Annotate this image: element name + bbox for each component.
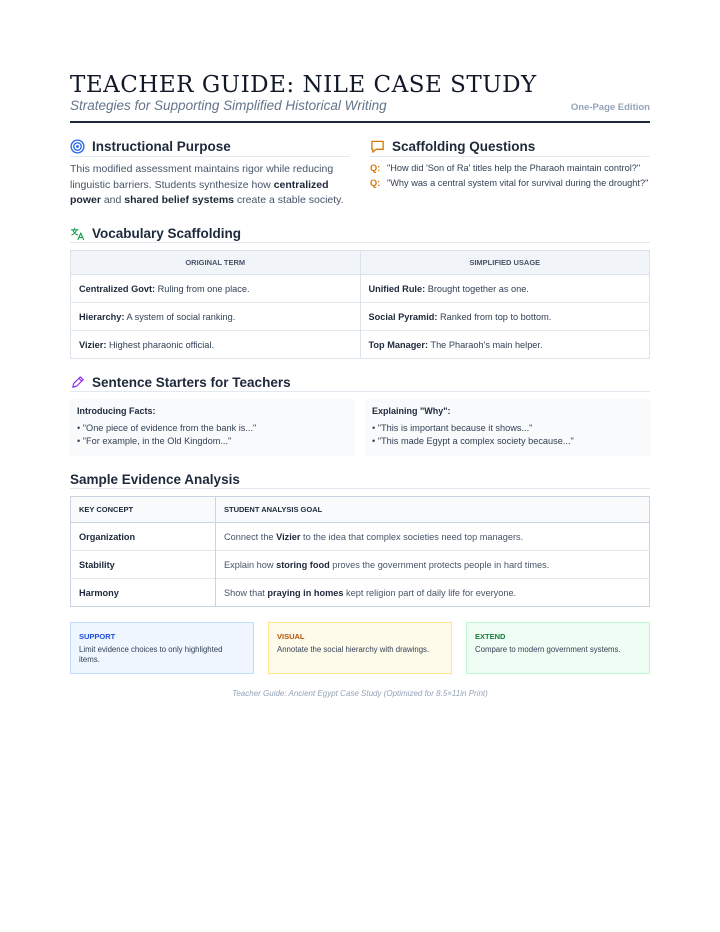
goal-text: proves the government protects people in hard times. bbox=[329, 559, 550, 570]
column-header: KEY CONCEPT bbox=[71, 497, 216, 523]
goal-keyword: Vizier bbox=[276, 531, 301, 542]
list-item: • "This is important because it shows..." bbox=[372, 423, 533, 433]
page-title: TEACHER GUIDE: NILE CASE STUDY bbox=[70, 72, 537, 98]
original-term-cell bbox=[71, 331, 361, 359]
questions-heading bbox=[370, 135, 535, 157]
translate-icon bbox=[70, 226, 85, 241]
list-item: • "This made Egypt a complex society because..." bbox=[372, 436, 574, 446]
chat-bubble-icon bbox=[370, 139, 385, 154]
purpose-text bbox=[70, 162, 348, 209]
table-row bbox=[71, 523, 650, 551]
question-item bbox=[370, 178, 652, 190]
callout-heading: SUPPORT bbox=[79, 632, 116, 641]
evidence-table bbox=[70, 496, 650, 607]
starter-group-why bbox=[365, 399, 650, 456]
questions-divider bbox=[370, 156, 650, 157]
purpose-divider bbox=[70, 156, 350, 157]
goal-text: Explain how bbox=[224, 559, 277, 570]
simplified-usage-cell bbox=[360, 303, 650, 331]
key-concept-cell: Harmony bbox=[71, 579, 216, 607]
column-header: ORIGINAL TERM bbox=[71, 251, 361, 275]
term-label: Social Pyramid: bbox=[368, 311, 438, 322]
purpose-text-2: and bbox=[100, 194, 125, 206]
table-header-row bbox=[71, 497, 650, 523]
term-label: Hierarchy: bbox=[79, 311, 125, 322]
goal-text: Connect the bbox=[224, 531, 277, 542]
term-definition: A system of social ranking. bbox=[126, 311, 236, 322]
pen-icon bbox=[70, 375, 85, 390]
target-icon bbox=[70, 139, 85, 154]
term-definition: Brought together as one. bbox=[427, 283, 529, 294]
callout-text: Annotate the social hierarchy with drawings. bbox=[277, 645, 430, 654]
term-definition: The Pharaoh's main helper. bbox=[430, 339, 543, 350]
original-term-cell bbox=[71, 303, 361, 331]
vocabulary-heading bbox=[70, 222, 241, 244]
title-divider bbox=[70, 121, 650, 123]
questions-heading-text: Scaffolding Questions bbox=[392, 138, 536, 154]
evidence-divider bbox=[70, 488, 650, 489]
goal-keyword: praying in homes bbox=[267, 587, 344, 598]
term-definition: Ruling from one place. bbox=[157, 283, 250, 294]
term-label: Top Manager: bbox=[368, 339, 429, 350]
simplified-usage-cell bbox=[360, 275, 650, 303]
starters-heading bbox=[70, 371, 291, 393]
questions-list bbox=[370, 163, 652, 192]
analysis-goal-cell bbox=[216, 579, 650, 607]
goal-text: kept religion part of daily life for everyone. bbox=[343, 587, 517, 598]
purpose-text-3: create a stable society. bbox=[234, 194, 344, 206]
table-row bbox=[71, 579, 650, 607]
column-header: STUDENT ANALYSIS GOAL bbox=[216, 497, 650, 523]
term-definition: Highest pharaonic official. bbox=[108, 339, 215, 350]
vocabulary-divider bbox=[70, 242, 650, 243]
purpose-heading-text: Instructional Purpose bbox=[92, 138, 231, 154]
table-row bbox=[71, 551, 650, 579]
starter-text: "For example, in the Old Kingdom..." bbox=[82, 436, 232, 446]
vocabulary-table bbox=[70, 250, 650, 359]
purpose-text-1: This modified assessment maintains rigor while reducing linguistic barriers. Students synthesize how bbox=[70, 163, 334, 191]
table-row bbox=[71, 331, 650, 359]
list-item: • "For example, in the Old Kingdom..." bbox=[77, 436, 232, 446]
key-concept-cell: Organization bbox=[71, 523, 216, 551]
term-label: Vizier: bbox=[79, 339, 107, 350]
visual-callout bbox=[268, 622, 452, 674]
analysis-goal-cell bbox=[216, 523, 650, 551]
starter-text: "This made Egypt a complex society because..." bbox=[377, 436, 574, 446]
table-row bbox=[71, 303, 650, 331]
page-subtitle: Strategies for Supporting Simplified Historical Writing bbox=[70, 98, 387, 113]
callout-heading: EXTEND bbox=[475, 632, 506, 641]
analysis-goal-cell bbox=[216, 551, 650, 579]
question-label: Q: bbox=[370, 163, 381, 173]
callout-heading: VISUAL bbox=[277, 632, 305, 641]
question-text: "Why was a central system vital for survival during the drought?" bbox=[387, 177, 649, 188]
question-item bbox=[370, 163, 652, 175]
goal-text: to the idea that complex societies need top managers. bbox=[300, 531, 524, 542]
original-term-cell bbox=[71, 275, 361, 303]
simplified-usage-cell bbox=[360, 331, 650, 359]
question-label: Q: bbox=[370, 177, 381, 188]
purpose-bold-2: shared belief systems bbox=[124, 194, 235, 206]
starters-heading-text: Sentence Starters for Teachers bbox=[92, 374, 291, 390]
question-text: "How did 'Son of Ra' titles help the Pharaoh maintain control?" bbox=[387, 163, 641, 173]
evidence-heading-text: Sample Evidence Analysis bbox=[70, 471, 240, 487]
goal-text: Show that bbox=[224, 587, 268, 598]
starter-text: "This is important because it shows..." bbox=[377, 423, 533, 433]
starters-divider bbox=[70, 391, 650, 392]
term-definition: Ranked from top to bottom. bbox=[440, 311, 552, 322]
starter-group-heading: Explaining "Why": bbox=[372, 406, 451, 416]
purpose-heading bbox=[70, 135, 231, 157]
vocabulary-heading-text: Vocabulary Scaffolding bbox=[92, 225, 242, 241]
goal-keyword: storing food bbox=[276, 559, 330, 570]
column-header: SIMPLIFIED USAGE bbox=[360, 251, 650, 275]
list-item: • "One piece of evidence from the bank is..." bbox=[77, 423, 257, 433]
starter-text: "One piece of evidence from the bank is..." bbox=[82, 423, 257, 433]
edition-label: One-Page Edition bbox=[570, 102, 650, 113]
extend-callout bbox=[466, 622, 650, 674]
key-concept-cell: Stability bbox=[71, 551, 216, 579]
callout-text: Limit evidence choices to only highlighted items. bbox=[79, 645, 223, 664]
evidence-heading bbox=[70, 468, 240, 490]
starter-group-facts bbox=[70, 399, 355, 456]
table-row bbox=[71, 275, 650, 303]
term-label: Centralized Govt: bbox=[79, 283, 156, 294]
starter-group-heading: Introducing Facts: bbox=[77, 406, 156, 416]
page-footer: Teacher Guide: Ancient Egypt Case Study (Optimized for 8.5×11in Print) bbox=[232, 689, 488, 698]
table-header-row bbox=[71, 251, 650, 275]
term-label: Unified Rule: bbox=[368, 283, 426, 294]
callout-text: Compare to modern government systems. bbox=[475, 645, 621, 654]
purpose-bold-1: centralized power bbox=[70, 178, 329, 206]
support-callout bbox=[70, 622, 254, 674]
